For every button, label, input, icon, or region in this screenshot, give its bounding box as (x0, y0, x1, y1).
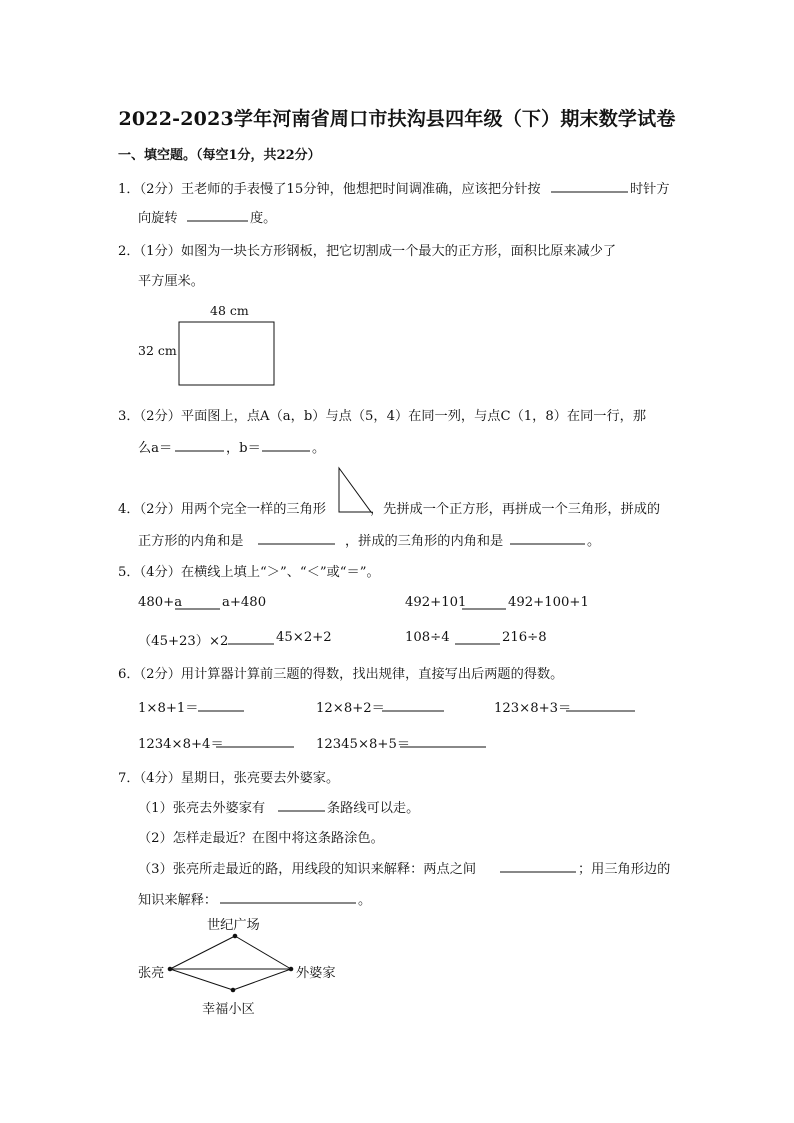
q4-line2-start: 正方形的内角和是 (138, 534, 244, 549)
q1-line2: 向旋转 (138, 211, 178, 226)
page-title: 2022-2023学年河南省周口市扶沟县四年级（下）期末数学试卷 (118, 108, 676, 130)
map-label-left: 张亮 (138, 966, 165, 981)
q5-item1-left: 480+a (138, 595, 183, 610)
q5-item1-right: a+480 (222, 595, 267, 610)
rect-width-label: 48 cm (210, 303, 249, 318)
steel-plate-rectangle (179, 322, 274, 385)
q1-line1: 1．（2分）王老师的手表慢了15分钟，他想把时间调准确，应该把分针按 (118, 182, 541, 197)
q1-line1-end: 时针方 (630, 182, 670, 197)
q5-item2-right: 492+100+1 (508, 595, 589, 610)
point-square (233, 934, 238, 939)
q6-stem: 6．（2分）用计算器计算前三题的得数，找出规律，直接写出后两题的得数。 (118, 667, 564, 682)
q6-item3: 123×8+3＝ (494, 701, 572, 716)
q6-item2: 12×8+2＝ (316, 701, 385, 716)
q5-item4-right: 216÷8 (502, 630, 547, 645)
map-label-right: 外婆家 (296, 966, 336, 981)
q2-line2: 平方厘米。 (138, 274, 204, 289)
map-label-top: 世纪广场 (207, 918, 260, 933)
q7-stem: 7．（4分）星期日，张亮要去外婆家。 (118, 771, 340, 786)
q6-item5: 12345×8+5＝ (316, 737, 411, 752)
q5-stem: 5．（4分）在横线上填上“＞”、“＜”或“＝”。 (118, 565, 380, 580)
route-community-to-grandma (233, 969, 291, 990)
point-grandma-home (289, 967, 294, 972)
q5-item4-left: 108÷4 (405, 630, 450, 645)
q4-line2-end: 。 (587, 534, 601, 549)
q7-sub2: （2）怎样走最近？在图中将这条路涂色。 (138, 831, 384, 846)
right-triangle-figure (339, 468, 371, 512)
q1-line2-end: 度。 (250, 211, 277, 226)
q7-sub3-start: （3）张亮所走最近的路，用线段的知识来解释：两点之间 (138, 862, 477, 877)
q7-sub1-start: （1）张亮去外婆家有 (138, 801, 266, 816)
q3-line1: 3．（2分）平面图上，点A（a，b）与点（5，4）在同一列，与点C（1，8）在同一行，那 (118, 409, 647, 424)
q4-line1-start: 4．（2分）用两个完全一样的三角形 (118, 502, 326, 517)
q5-item3-left: （45+23）×2 (138, 634, 229, 649)
q3-line2-end: 。 (312, 441, 326, 456)
map-label-bottom: 幸福小区 (202, 1002, 255, 1017)
route-square-to-grandma (235, 936, 291, 969)
q7-sub3-line2-end: 。 (358, 893, 372, 908)
q4-line1-end: ，先拼成一个正方形，再拼成一个三角形，拼成的 (370, 502, 661, 517)
q3-line2-a: 么a＝ (138, 441, 173, 456)
q3-line2-b: ，b＝ (226, 441, 261, 456)
q5-item2-left: 492+101 (405, 595, 467, 610)
route-zhangliang-to-square (170, 936, 235, 969)
section-heading: 一、填空题。（每空1分，共22分） (118, 148, 321, 163)
q6-item4: 1234×8+4＝ (138, 737, 224, 752)
q7-sub3-line2-start: 知识来解释： (138, 893, 218, 908)
q2-line1: 2．（1分）如图为一块长方形钢板，把它切割成一个最大的正方形，面积比原来减少了 (118, 244, 617, 259)
q7-sub1-end: 条路线可以走。 (327, 801, 420, 816)
point-zhangliang (168, 967, 173, 972)
q4-line2-mid: ，拼成的三角形的内角和是 (345, 534, 504, 549)
rect-height-label: 32 cm (138, 343, 177, 358)
route-zhangliang-to-community (170, 969, 233, 990)
q6-item1: 1×8+1＝ (138, 701, 199, 716)
q5-item3-right: 45×2+2 (276, 630, 332, 645)
q7-sub3-end: ；用三角形边的 (578, 862, 671, 877)
point-community (231, 988, 236, 993)
